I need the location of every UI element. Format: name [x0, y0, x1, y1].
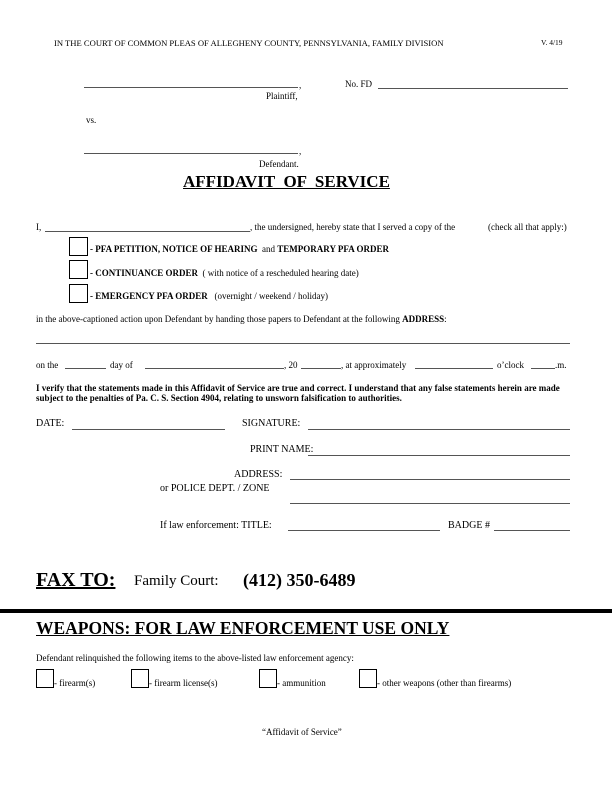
firearm-license-checkbox[interactable]	[131, 669, 149, 688]
title-line[interactable]	[288, 530, 440, 531]
date-label: DATE:	[36, 418, 65, 429]
plaintiff-name-line[interactable]	[84, 87, 298, 88]
address-line-2[interactable]	[290, 503, 570, 504]
served-statement	[36, 314, 447, 324]
m-label: .m.	[555, 360, 567, 370]
date-line[interactable]	[72, 429, 225, 430]
ampm-line[interactable]	[531, 368, 555, 369]
firearms-checkbox[interactable]	[36, 669, 54, 688]
month-line[interactable]	[145, 368, 284, 369]
served-text: in the above-captioned action upon Defendant by handing those papers to Defendant at the following	[36, 314, 400, 324]
other-weapons-label: - other weapons (other than firearms)	[377, 678, 512, 688]
firearms-label: - firearm(s)	[54, 678, 96, 688]
defendant-name-line[interactable]	[84, 153, 298, 154]
page-title: AFFIDAVIT OF SERVICE	[183, 172, 390, 191]
service-address-line[interactable]	[36, 343, 570, 344]
statement-i: I,	[36, 222, 42, 232]
other-weapons-checkbox[interactable]	[359, 669, 377, 688]
year-line[interactable]	[301, 368, 341, 369]
emergency-pfa-option	[90, 291, 328, 301]
versus-label: vs.	[86, 115, 97, 125]
court-header: IN THE COURT OF COMMON PLEAS OF ALLEGHENY COUNTY, PENNSYLVANIA, FAMILY DIVISION	[54, 38, 444, 48]
affiant-name-line[interactable]	[45, 231, 250, 232]
approx-label: , at approximately	[341, 360, 407, 370]
continuance-label: - CONTINUANCE ORDER	[90, 268, 199, 278]
badge-line[interactable]	[494, 530, 570, 531]
continuance-note: ( with notice of a rescheduled hearing date)	[202, 268, 359, 278]
day-of-label: day of	[110, 360, 133, 370]
section-divider	[0, 609, 612, 613]
signature-label: SIGNATURE:	[242, 418, 301, 429]
pfa-petition-label: - PFA PETITION, NOTICE OF HEARING	[90, 244, 258, 254]
form-version: V. 4/19	[541, 38, 563, 47]
footer-title: “Affidavit of Service”	[262, 727, 342, 737]
law-enforcement-title-label: If law enforcement: TITLE:	[160, 520, 272, 531]
emergency-pfa-note: (overnight / weekend / holiday)	[214, 291, 328, 301]
on-the-label: on the	[36, 360, 59, 370]
year-prefix: , 20	[284, 360, 298, 370]
check-all-note: (check all that apply:)	[488, 222, 567, 232]
weapons-title: WEAPONS: FOR LAW ENFORCEMENT USE ONLY	[36, 618, 450, 638]
continuance-checkbox[interactable]	[69, 260, 88, 279]
emergency-pfa-label: - EMERGENCY PFA ORDER	[90, 291, 208, 301]
verification-statement: I verify that the statements made in this Affidavit of Service are true and correct. I understand that any false statements herein are made subject to the penalties of Pa. C. S. Section 4904, relating to unsworn falsification to authorities.	[36, 383, 560, 403]
fax-destination: Family Court:	[134, 573, 219, 589]
ammunition-checkbox[interactable]	[259, 669, 277, 688]
signature-line[interactable]	[308, 429, 570, 430]
fax-label: FAX TO:	[36, 569, 116, 591]
served-address-label: ADDRESS	[402, 314, 445, 324]
day-line[interactable]	[65, 368, 106, 369]
print-name-label: PRINT NAME:	[250, 444, 314, 455]
served-colon: :	[444, 314, 447, 324]
print-name-line[interactable]	[308, 455, 570, 456]
temporary-pfa-label: TEMPORARY PFA ORDER	[277, 244, 389, 254]
pfa-petition-and: and	[262, 244, 276, 254]
continuance-option	[90, 268, 359, 278]
case-number-line[interactable]	[378, 88, 568, 89]
defendant-comma: ,	[299, 146, 302, 156]
fax-number: (412) 350-6489	[243, 570, 356, 590]
address-line[interactable]	[290, 479, 570, 480]
pfa-petition-checkbox[interactable]	[69, 237, 88, 256]
plaintiff-comma: ,	[299, 80, 302, 90]
weapons-intro: Defendant relinquished the following items to the above-listed law enforcement agency:	[36, 653, 354, 663]
emergency-pfa-checkbox[interactable]	[69, 284, 88, 303]
time-line[interactable]	[415, 368, 493, 369]
badge-label: BADGE #	[448, 520, 490, 531]
address-label: ADDRESS:	[234, 469, 283, 480]
statement-text: , the undersigned, hereby state that I served a copy of the	[250, 222, 456, 232]
oclock-label: o’clock	[497, 360, 524, 370]
police-dept-label: or POLICE DEPT. / ZONE	[160, 483, 270, 494]
plaintiff-label: Plaintiff,	[266, 91, 298, 101]
ammunition-label: - ammunition	[277, 678, 326, 688]
defendant-label: Defendant.	[259, 159, 299, 169]
firearm-license-label: - firearm license(s)	[149, 678, 218, 688]
pfa-petition-option	[90, 244, 389, 254]
case-number-label: No. FD	[345, 79, 373, 89]
